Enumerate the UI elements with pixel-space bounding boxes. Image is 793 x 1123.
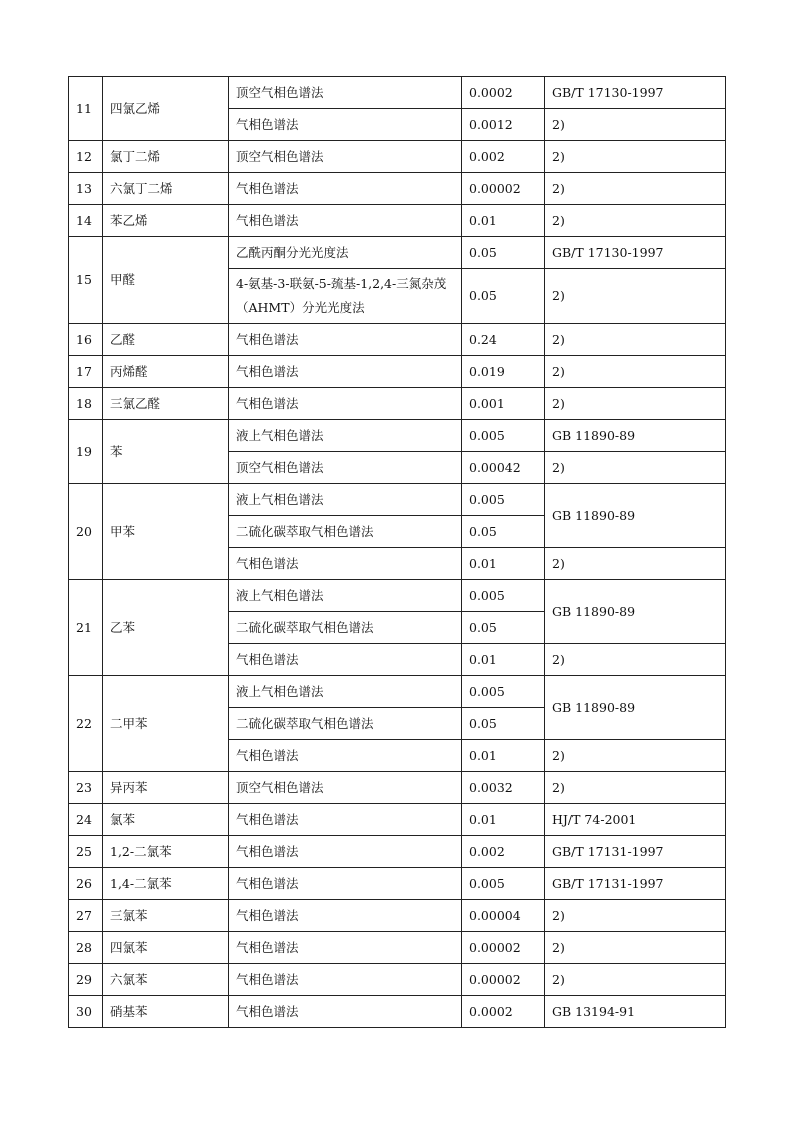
- substance-name: 乙醛: [103, 324, 229, 356]
- method-source: 2): [545, 173, 726, 205]
- table-row: [69, 868, 726, 900]
- analysis-method: 液上气相色谱法: [229, 676, 462, 708]
- method-source: 2): [545, 269, 726, 324]
- analysis-method: 气相色谱法: [229, 996, 462, 1028]
- method-source: 2): [545, 932, 726, 964]
- detection-limit: 0.002: [462, 836, 545, 868]
- method-source: 2): [545, 109, 726, 141]
- table-row: [69, 356, 726, 388]
- substance-name: 二甲苯: [103, 676, 229, 772]
- row-number: 25: [69, 836, 103, 868]
- method-source: GB/T 17130-1997: [545, 77, 726, 109]
- detection-limit: 0.05: [462, 269, 545, 324]
- analysis-method: 顶空气相色谱法: [229, 77, 462, 109]
- table-row: [69, 900, 726, 932]
- method-source: 2): [545, 452, 726, 484]
- row-number: 30: [69, 996, 103, 1028]
- method-source: GB/T 17131-1997: [545, 868, 726, 900]
- table-row: [69, 173, 726, 205]
- analysis-method: 顶空气相色谱法: [229, 141, 462, 173]
- detection-limit: 0.01: [462, 644, 545, 676]
- method-source: GB 11890-89: [545, 420, 726, 452]
- analysis-method: 气相色谱法: [229, 173, 462, 205]
- substance-name: 异丙苯: [103, 772, 229, 804]
- detection-limit: 0.00004: [462, 900, 545, 932]
- substance-name: 硝基苯: [103, 996, 229, 1028]
- row-number: 22: [69, 676, 103, 772]
- analysis-method: 气相色谱法: [229, 932, 462, 964]
- method-source: GB/T 17130-1997: [545, 237, 726, 269]
- table-body: [69, 77, 726, 1028]
- detection-limit: 0.01: [462, 740, 545, 772]
- method-source: 2): [545, 740, 726, 772]
- detection-limit: 0.05: [462, 612, 545, 644]
- row-number: 23: [69, 772, 103, 804]
- analysis-method: 液上气相色谱法: [229, 580, 462, 612]
- row-number: 12: [69, 141, 103, 173]
- row-number: 28: [69, 932, 103, 964]
- method-source: 2): [545, 900, 726, 932]
- table-row: [69, 804, 726, 836]
- method-source: GB 13194-91: [545, 996, 726, 1028]
- detection-limit: 0.05: [462, 708, 545, 740]
- detection-limit: 0.01: [462, 205, 545, 237]
- method-source: 2): [545, 964, 726, 996]
- detection-limit: 0.0002: [462, 996, 545, 1028]
- detection-limit: 0.00002: [462, 964, 545, 996]
- row-number: 17: [69, 356, 103, 388]
- substance-name: 氯丁二烯: [103, 141, 229, 173]
- detection-limit: 0.005: [462, 420, 545, 452]
- table-row: [69, 77, 726, 109]
- analysis-method: 气相色谱法: [229, 740, 462, 772]
- row-number: 24: [69, 804, 103, 836]
- standards-table: [68, 76, 726, 1028]
- detection-limit: 0.00002: [462, 173, 545, 205]
- substance-name: 1,2-二氯苯: [103, 836, 229, 868]
- row-number: 11: [69, 77, 103, 141]
- substance-name: 苯: [103, 420, 229, 484]
- detection-limit: 0.005: [462, 580, 545, 612]
- table-row: [69, 676, 726, 708]
- row-number: 18: [69, 388, 103, 420]
- detection-limit: 0.019: [462, 356, 545, 388]
- substance-name: 甲苯: [103, 484, 229, 580]
- row-number: 13: [69, 173, 103, 205]
- analysis-method: 顶空气相色谱法: [229, 772, 462, 804]
- analysis-method: 气相色谱法: [229, 388, 462, 420]
- table-row: [69, 324, 726, 356]
- table-row: [69, 836, 726, 868]
- table-row: [69, 205, 726, 237]
- method-source: 2): [545, 356, 726, 388]
- substance-name: 四氯苯: [103, 932, 229, 964]
- method-source: GB 11890-89: [545, 484, 726, 548]
- detection-limit: 0.05: [462, 516, 545, 548]
- substance-name: 1,4-二氯苯: [103, 868, 229, 900]
- analysis-method: 液上气相色谱法: [229, 484, 462, 516]
- method-source: HJ/T 74-2001: [545, 804, 726, 836]
- substance-name: 氯苯: [103, 804, 229, 836]
- row-number: 20: [69, 484, 103, 580]
- table-row: [69, 420, 726, 452]
- detection-limit: 0.001: [462, 388, 545, 420]
- analysis-method: 二硫化碳萃取气相色谱法: [229, 516, 462, 548]
- table-row: [69, 772, 726, 804]
- table-row: [69, 996, 726, 1028]
- analysis-method: 气相色谱法: [229, 836, 462, 868]
- row-number: 19: [69, 420, 103, 484]
- analysis-method: 气相色谱法: [229, 804, 462, 836]
- table-row: [69, 237, 726, 269]
- substance-name: 四氯乙烯: [103, 77, 229, 141]
- analysis-method: 二硫化碳萃取气相色谱法: [229, 708, 462, 740]
- row-number: 26: [69, 868, 103, 900]
- detection-limit: 0.0032: [462, 772, 545, 804]
- substance-name: 六氯丁二烯: [103, 173, 229, 205]
- detection-limit: 0.005: [462, 484, 545, 516]
- method-source: GB 11890-89: [545, 580, 726, 644]
- analysis-method: 乙酰丙酮分光光度法: [229, 237, 462, 269]
- table-row: [69, 484, 726, 516]
- analysis-method: 气相色谱法: [229, 548, 462, 580]
- substance-name: 三氯苯: [103, 900, 229, 932]
- row-number: 21: [69, 580, 103, 676]
- analysis-method: 气相色谱法: [229, 205, 462, 237]
- table-row: [69, 932, 726, 964]
- method-source: GB/T 17131-1997: [545, 836, 726, 868]
- detection-limit: 0.01: [462, 804, 545, 836]
- method-source: 2): [545, 772, 726, 804]
- detection-limit: 0.005: [462, 868, 545, 900]
- detection-limit: 0.00042: [462, 452, 545, 484]
- analysis-method: 气相色谱法: [229, 964, 462, 996]
- method-source: 2): [545, 141, 726, 173]
- analysis-method: 气相色谱法: [229, 644, 462, 676]
- row-number: 15: [69, 237, 103, 324]
- substance-name: 甲醛: [103, 237, 229, 324]
- table-row: [69, 388, 726, 420]
- detection-limit: 0.0002: [462, 77, 545, 109]
- analysis-method: 气相色谱法: [229, 868, 462, 900]
- detection-limit: 0.00002: [462, 932, 545, 964]
- detection-limit: 0.0012: [462, 109, 545, 141]
- analysis-method: 顶空气相色谱法: [229, 452, 462, 484]
- analysis-method: 气相色谱法: [229, 900, 462, 932]
- substance-name: 丙烯醛: [103, 356, 229, 388]
- method-source: 2): [545, 205, 726, 237]
- method-source: GB 11890-89: [545, 676, 726, 740]
- table-row: [69, 580, 726, 612]
- method-source: 2): [545, 548, 726, 580]
- analysis-method: 气相色谱法: [229, 324, 462, 356]
- row-number: 16: [69, 324, 103, 356]
- substance-name: 苯乙烯: [103, 205, 229, 237]
- method-source: 2): [545, 324, 726, 356]
- substance-name: 六氯苯: [103, 964, 229, 996]
- detection-limit: 0.24: [462, 324, 545, 356]
- row-number: 29: [69, 964, 103, 996]
- row-number: 14: [69, 205, 103, 237]
- substance-name: 乙苯: [103, 580, 229, 676]
- analysis-method: 二硫化碳萃取气相色谱法: [229, 612, 462, 644]
- substance-name: 三氯乙醛: [103, 388, 229, 420]
- detection-limit: 0.005: [462, 676, 545, 708]
- analysis-method: 4-氨基-3-联氨-5-巯基-1,2,4-三氮杂茂（AHMT）分光光度法: [229, 269, 462, 324]
- analysis-method: 气相色谱法: [229, 356, 462, 388]
- detection-limit: 0.05: [462, 237, 545, 269]
- method-source: 2): [545, 644, 726, 676]
- detection-limit: 0.002: [462, 141, 545, 173]
- table-row: [69, 964, 726, 996]
- row-number: 27: [69, 900, 103, 932]
- table-row: [69, 141, 726, 173]
- method-source: 2): [545, 388, 726, 420]
- analysis-method: 气相色谱法: [229, 109, 462, 141]
- analysis-method: 液上气相色谱法: [229, 420, 462, 452]
- detection-limit: 0.01: [462, 548, 545, 580]
